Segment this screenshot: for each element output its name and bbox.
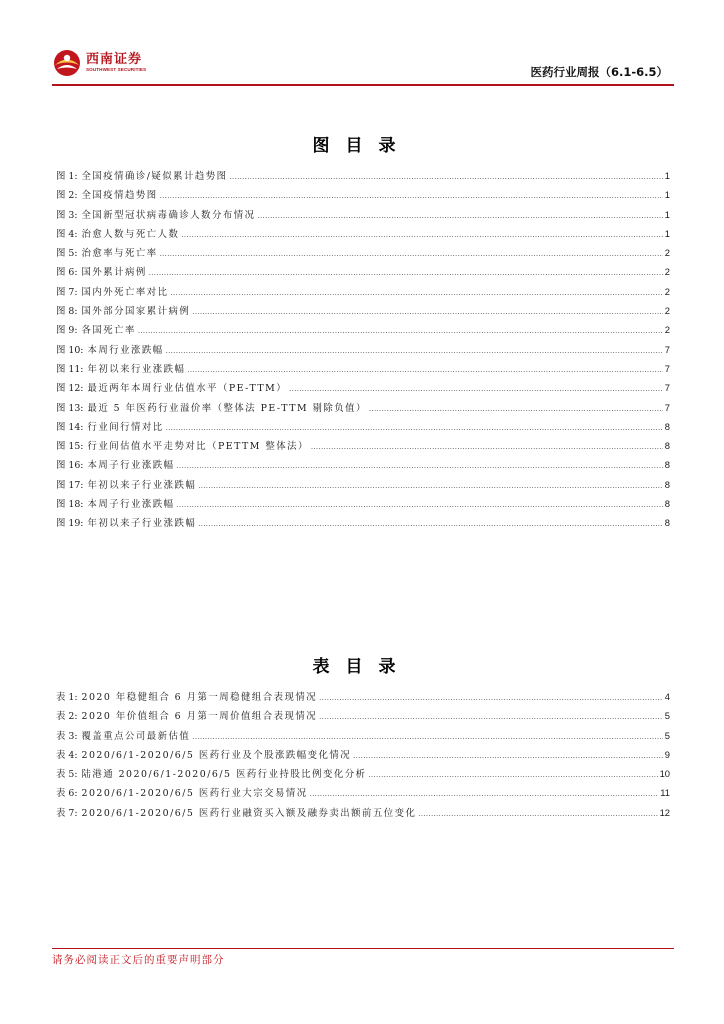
table-toc-label: [56, 805, 416, 819]
figure-toc-label: [56, 264, 147, 278]
figure-toc-leader-dots: [171, 289, 663, 297]
table-toc-leader-dots: [310, 790, 659, 798]
figure-toc-title: 全国新型冠状病毒确诊人数分布情况: [81, 209, 256, 221]
figure-toc-leader-dots: [187, 366, 662, 374]
figure-toc-number: 图 9:: [56, 325, 78, 337]
table-toc-page-number: 9: [664, 748, 670, 760]
table-toc-leader-dots: [192, 733, 663, 741]
table-toc-entry[interactable]: [56, 785, 670, 804]
table-toc-leader-dots: [319, 694, 663, 702]
figure-toc-entry[interactable]: [56, 264, 670, 283]
table-toc-label: [56, 747, 351, 761]
figure-toc-page-number: 7: [664, 382, 670, 394]
figure-toc-title: 国内外死亡率对比: [81, 286, 169, 298]
table-toc-page-number: 11: [660, 787, 670, 799]
figure-toc-number: 图 7:: [56, 286, 78, 298]
table-toc-number: 表 6:: [56, 788, 78, 800]
figure-toc-page-number: 8: [664, 459, 670, 471]
figure-toc-number: 图 15:: [56, 441, 84, 453]
figure-toc-leader-dots: [166, 424, 663, 432]
figure-toc-leader-dots: [176, 462, 662, 470]
figure-toc-entry[interactable]: [56, 457, 670, 476]
figure-toc-title: 行业间行情对比: [87, 421, 164, 433]
figure-toc-label: [56, 245, 158, 259]
page-header: [52, 44, 672, 84]
figure-toc-label: [56, 168, 228, 182]
figure-toc-page-number: 2: [664, 247, 670, 259]
figure-toc-label: [56, 322, 136, 336]
figure-toc-leader-dots: [198, 482, 663, 490]
figure-toc-label: [56, 438, 309, 452]
figure-toc-entry[interactable]: [56, 342, 670, 361]
logo-english-name: SOUTHWEST SECURITIES: [86, 67, 147, 73]
figure-toc-entry[interactable]: [56, 207, 670, 226]
table-toc-label: [56, 766, 366, 780]
figure-toc-title: 全国疫情确诊/疑似累计趋势图: [81, 171, 228, 182]
tables-toc-list: [56, 689, 670, 824]
figure-toc-entry[interactable]: [56, 245, 670, 264]
figure-toc-number: 图 12:: [56, 383, 84, 395]
figure-toc-title: 行业间估值水平走势对比（PETTM 整体法）: [87, 441, 309, 453]
figure-toc-page-number: 8: [664, 478, 670, 490]
figure-toc-leader-dots: [198, 520, 663, 528]
table-toc-entry[interactable]: [56, 766, 670, 785]
figure-toc-number: 图 10:: [56, 344, 84, 356]
figure-toc-leader-dots: [181, 231, 662, 239]
figure-toc-entry[interactable]: [56, 303, 670, 322]
figure-toc-page-number: 7: [664, 362, 670, 374]
figure-toc-leader-dots: [138, 327, 663, 335]
figure-toc-label: [56, 496, 174, 510]
figure-toc-label: [56, 477, 196, 491]
figure-toc-entry[interactable]: [56, 284, 670, 303]
figure-toc-title: 年初以来行业涨跌幅: [87, 363, 186, 375]
figures-section-title: 图目录: [312, 136, 412, 156]
figure-toc-title: 本周子行业涨跌幅: [87, 460, 175, 472]
figure-toc-label: [56, 419, 164, 433]
figure-toc-label: [56, 380, 287, 394]
figure-toc-leader-dots: [311, 443, 663, 451]
figure-toc-entry[interactable]: [56, 400, 670, 419]
table-toc-leader-dots: [418, 810, 657, 818]
table-toc-number: 表 4:: [56, 749, 78, 761]
table-toc-title: 2020/6/1-2020/6/5 医药行业大宗交易情况: [81, 788, 308, 800]
table-toc-page-number: 4: [664, 691, 670, 702]
figure-toc-page-number: 8: [664, 440, 670, 452]
figure-toc-entry[interactable]: [56, 226, 670, 245]
figure-toc-leader-dots: [166, 347, 663, 355]
report-title: 医药行业周报（6.1-6.5）: [530, 65, 668, 79]
figure-toc-label: [56, 361, 185, 375]
figure-toc-page-number: 2: [664, 285, 670, 297]
figure-toc-entry[interactable]: [56, 515, 670, 534]
figure-toc-leader-dots: [160, 250, 663, 258]
figure-toc-number: 图 19:: [56, 518, 84, 530]
table-toc-leader-dots: [319, 713, 663, 721]
figure-toc-title: 年初以来子行业涨跌幅: [87, 518, 197, 530]
figure-toc-page-number: 8: [664, 420, 670, 432]
table-toc-title: 陆港通 2020/6/1-2020/6/5 医药行业持股比例变化分析: [81, 769, 367, 781]
logo-chinese-name: 西南证券: [86, 52, 143, 68]
table-toc-number: 表 7:: [56, 807, 78, 819]
table-toc-entry[interactable]: [56, 708, 670, 727]
table-toc-title: 2020 年价值组合 6 月第一周价值组合表现情况: [81, 711, 318, 723]
table-toc-title: 2020/6/1-2020/6/5 医药行业融资买入额及融券卖出额前五位变化: [81, 807, 417, 819]
figure-toc-title: 全国疫情趋势图: [81, 190, 158, 202]
table-toc-label: [56, 785, 308, 799]
figure-toc-number: 图 4:: [56, 228, 78, 240]
table-toc-entry[interactable]: [56, 689, 670, 708]
figure-toc-number: 图 5:: [56, 248, 78, 260]
figure-toc-number: 图 2:: [56, 190, 78, 202]
table-toc-label: [56, 708, 317, 722]
table-toc-number: 表 2:: [56, 711, 78, 723]
figure-toc-title: 国外部分国家累计病例: [81, 306, 191, 318]
figure-toc-number: 图 13:: [56, 402, 84, 414]
figure-toc-entry[interactable]: [56, 187, 670, 206]
figure-toc-number: 图 6:: [56, 267, 78, 279]
figure-toc-leader-dots: [192, 308, 663, 316]
figure-toc-label: [56, 207, 256, 221]
figure-toc-page-number: 2: [664, 266, 670, 278]
figure-toc-entry[interactable]: [56, 322, 670, 341]
table-toc-page-number: 5: [664, 729, 670, 741]
figure-toc-number: 图 16:: [56, 460, 84, 472]
figure-toc-page-number: 1: [664, 208, 670, 220]
figure-toc-title: 国外累计病例: [81, 267, 147, 279]
figure-toc-page-number: 2: [664, 324, 670, 336]
figure-toc-entry[interactable]: [56, 496, 670, 515]
figure-toc-number: 图 11:: [56, 363, 84, 375]
tables-section-title: 表目录: [312, 657, 412, 677]
figure-toc-label: [56, 187, 158, 201]
figure-toc-page-number: 1: [664, 227, 670, 239]
table-toc-entry[interactable]: [56, 805, 670, 824]
figure-toc-leader-dots: [369, 405, 663, 413]
table-toc-page-number: 12: [659, 806, 670, 818]
table-toc-number: 表 5:: [56, 769, 78, 781]
footer-disclaimer: 请务必阅读正文后的重要声明部分: [52, 954, 225, 966]
table-toc-leader-dots: [353, 752, 663, 760]
figure-toc-page-number: 1: [664, 170, 670, 181]
table-toc-number: 表 1:: [56, 692, 78, 703]
figure-toc-label: [56, 457, 174, 471]
figure-toc-number: 图 18:: [56, 499, 84, 511]
figure-toc-title: 各国死亡率: [81, 325, 136, 337]
figure-toc-number: 图 17:: [56, 479, 84, 491]
figure-toc-page-number: 1: [664, 189, 670, 201]
table-toc-label: [56, 689, 317, 703]
figure-toc-entry[interactable]: [56, 438, 670, 457]
figure-toc-leader-dots: [289, 385, 663, 393]
table-toc-entry[interactable]: [56, 747, 670, 766]
figure-toc-number: 图 1:: [56, 171, 78, 182]
figure-toc-title: 年初以来子行业涨跌幅: [87, 479, 197, 491]
figure-toc-title: 治愈人数与死亡人数: [81, 228, 180, 240]
table-toc-page-number: 5: [664, 710, 670, 722]
figure-toc-title: 本周子行业涨跌幅: [87, 499, 175, 511]
figure-toc-entry[interactable]: [56, 380, 670, 399]
figure-toc-page-number: 8: [664, 517, 670, 529]
company-logo: [52, 46, 146, 80]
table-toc-title: 2020 年稳健组合 6 月第一周稳健组合表现情况: [81, 692, 318, 703]
figure-toc-title: 最近 5 年医药行业溢价率（整体法 PE-TTM 剔除负值）: [87, 402, 367, 414]
figure-toc-title: 本周行业涨跌幅: [87, 344, 164, 356]
figure-toc-page-number: 7: [664, 401, 670, 413]
figure-toc-leader-dots: [149, 269, 663, 277]
figure-toc-entry[interactable]: [56, 168, 670, 187]
figures-toc-list: [56, 168, 670, 535]
figure-toc-label: [56, 303, 190, 317]
figure-toc-leader-dots: [258, 212, 663, 220]
figure-toc-leader-dots: [230, 173, 663, 181]
figure-toc-title: 治愈率与死亡率: [81, 248, 158, 260]
table-toc-page-number: 10: [659, 768, 670, 780]
table-toc-title: 覆盖重点公司最新估值: [81, 730, 191, 742]
figure-toc-entry[interactable]: [56, 477, 670, 496]
figure-toc-label: [56, 400, 367, 414]
figure-toc-number: 图 8:: [56, 306, 78, 318]
figure-toc-label: [56, 342, 164, 356]
table-toc-leader-dots: [368, 771, 657, 779]
figure-toc-entry[interactable]: [56, 419, 670, 438]
figure-toc-leader-dots: [160, 192, 663, 200]
figure-toc-label: [56, 284, 169, 298]
table-toc-title: 2020/6/1-2020/6/5 医药行业及个股涨跌幅变化情况: [81, 749, 352, 761]
footer-divider: [52, 948, 674, 949]
figure-toc-leader-dots: [176, 501, 662, 509]
table-toc-label: [56, 728, 190, 742]
figure-toc-number: 图 14:: [56, 421, 84, 433]
header-divider: [52, 84, 674, 86]
figure-toc-label: [56, 226, 179, 240]
figure-toc-label: [56, 515, 196, 529]
logo-emblem-icon: [52, 48, 82, 78]
figure-toc-number: 图 3:: [56, 209, 78, 221]
figure-toc-page-number: 7: [664, 343, 670, 355]
figure-toc-entry[interactable]: [56, 361, 670, 380]
figure-toc-page-number: 8: [664, 498, 670, 510]
figure-toc-title: 最近两年本周行业估值水平（PE-TTM）: [87, 383, 288, 395]
table-toc-entry[interactable]: [56, 728, 670, 747]
table-toc-number: 表 3:: [56, 730, 78, 742]
figure-toc-page-number: 2: [664, 305, 670, 317]
